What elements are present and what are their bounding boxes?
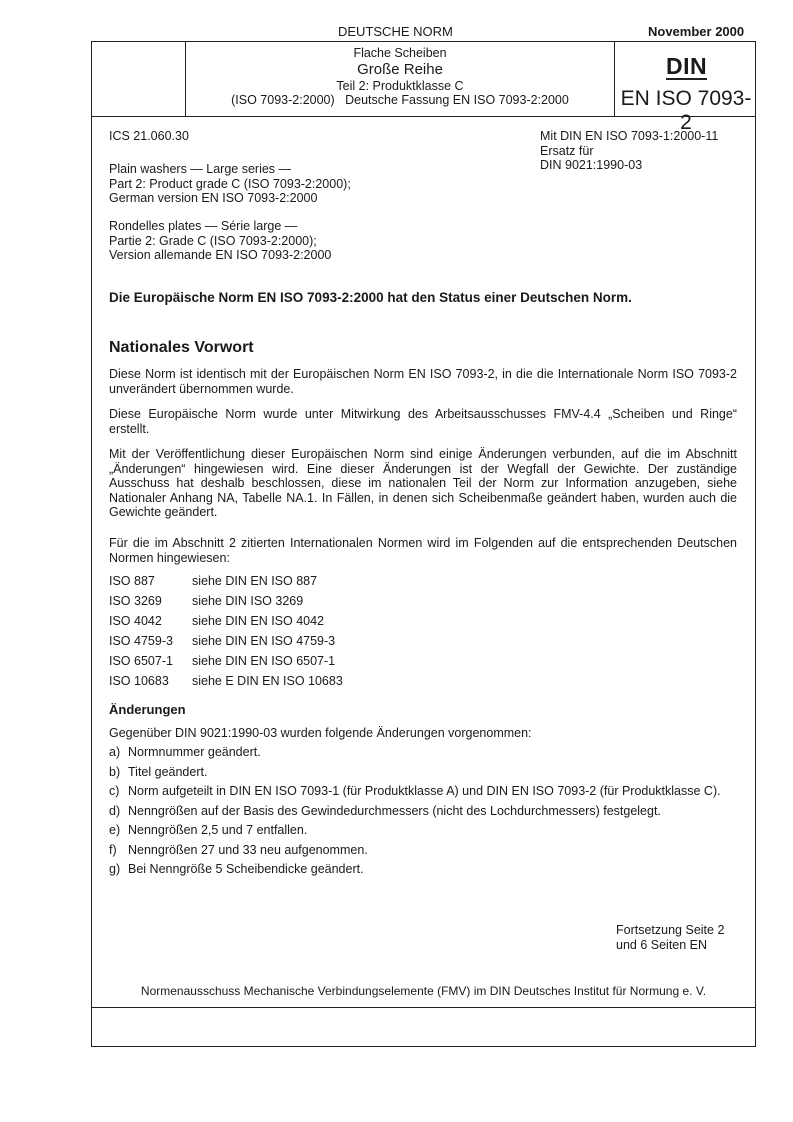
french-title bbox=[109, 219, 331, 263]
header-divider-right bbox=[614, 41, 615, 116]
din-ref: siehe DIN EN ISO 6507-1 bbox=[192, 654, 336, 668]
list-item bbox=[109, 745, 739, 760]
din-ref: siehe E DIN EN ISO 10683 bbox=[192, 674, 343, 688]
header-line-1: Flache Scheiben bbox=[353, 46, 447, 60]
english-title-line-3: German version EN ISO 7093-2:2000 bbox=[109, 191, 318, 205]
din-logo: DIN bbox=[666, 53, 708, 79]
related-line-3: DIN 9021:1990-03 bbox=[540, 158, 643, 172]
continuation-note bbox=[616, 923, 724, 952]
list-item-label: b) bbox=[109, 764, 121, 779]
list-item-label: c) bbox=[109, 784, 120, 798]
footer-rule bbox=[91, 1007, 756, 1008]
reference-row bbox=[109, 671, 343, 691]
related-standards bbox=[540, 129, 718, 173]
ics-code: ICS 21.060.30 bbox=[109, 129, 189, 143]
din-ref: siehe DIN EN ISO 4042 bbox=[192, 614, 325, 628]
aenderungen-list bbox=[109, 745, 739, 882]
list-item-text: Norm aufgeteilt in DIN EN ISO 7093-1 (für Produktklasse A) und DIN EN ISO 7093-2 (für Produktklasse C). bbox=[128, 784, 721, 798]
french-title-line-3: Version allemande EN ISO 7093-2:2000 bbox=[109, 248, 332, 262]
list-item-label: f) bbox=[109, 842, 117, 857]
english-title-line-2: Part 2: Product grade C (ISO 7093-2:2000); bbox=[109, 176, 351, 191]
list-item-text: Nenngrößen 2,5 und 7 entfallen. bbox=[128, 823, 308, 837]
iso-ref: ISO 6507-1 bbox=[109, 654, 173, 668]
list-item-label: g) bbox=[109, 862, 121, 876]
iso-ref: ISO 887 bbox=[109, 574, 155, 588]
header-line-3: Teil 2: Produktklasse C bbox=[336, 78, 464, 93]
issue-date: November 2000 bbox=[648, 24, 745, 39]
english-title-line-1: Plain washers — Large series — bbox=[109, 162, 292, 176]
iso-ref: ISO 3269 bbox=[109, 594, 162, 608]
vorwort-paragraph-2: Diese Europäische Norm wurde unter Mitwirkung des Arbeitsausschusses FMV-4.4 „Scheiben und Ringe“ erstellt. bbox=[109, 407, 737, 436]
related-line-2: Ersatz für bbox=[540, 143, 594, 158]
list-item-label: e) bbox=[109, 823, 121, 837]
reference-row bbox=[109, 611, 343, 631]
iso-ref: ISO 10683 bbox=[109, 674, 169, 688]
vorwort-paragraph-1: Diese Norm ist identisch mit der Europäischen Norm EN ISO 7093-2, in die die Internationale Norm ISO 7093-2 unverändert übernommen wurde. bbox=[109, 367, 737, 396]
din-ref: siehe DIN EN ISO 4759-3 bbox=[192, 634, 336, 648]
iso-ref: ISO 4042 bbox=[109, 614, 162, 628]
list-item bbox=[109, 843, 739, 858]
list-item bbox=[109, 765, 739, 780]
list-item-text: Nenngrößen auf der Basis des Gewindedurchmessers (nicht des Lochdurchmessers) festgelegt. bbox=[128, 803, 661, 818]
vorwort-paragraph-4: Für die im Abschnitt 2 zitierten Internationalen Normen wird im Folgenden auf die entsprechenden Deutschen Normen hingewiesen: bbox=[109, 536, 737, 565]
header-line-4: (ISO 7093-2:2000) Deutsche Fassung EN ISO 7093-2:2000 bbox=[231, 93, 569, 107]
list-item-label: d) bbox=[109, 803, 121, 818]
french-title-line-2: Partie 2: Grade C (ISO 7093-2:2000); bbox=[109, 233, 317, 248]
aenderungen-intro: Gegenüber DIN 9021:1990-03 wurden folgende Änderungen vorgenommen: bbox=[109, 726, 532, 740]
list-item bbox=[109, 823, 739, 838]
list-item bbox=[109, 862, 739, 877]
status-statement: Die Europäische Norm EN ISO 7093-2:2000 hat den Status einer Deutschen Norm. bbox=[109, 290, 632, 305]
reference-row bbox=[109, 571, 343, 591]
din-ref: siehe DIN EN ISO 887 bbox=[192, 574, 318, 588]
reference-list bbox=[109, 571, 343, 691]
header-line-2: Große Reihe bbox=[357, 60, 443, 78]
list-item-text: Titel geändert. bbox=[128, 764, 208, 779]
section-heading-vorwort: Nationales Vorwort bbox=[109, 339, 254, 356]
list-item-label: a) bbox=[109, 745, 121, 759]
vorwort-paragraph-3: Mit der Veröffentlichung dieser Europäischen Norm sind einige Änderungen verbunden, auf die im Abschnitt „Änderungen“ hingewiesen wird. Eine dieser Änderungen ist der Wegfall der Gewichte. Der zuständige Ausschuss hat deshalb beschlossen, diese im nationalen Teil der Norm zur Information anzugeben, siehe Nationaler Anhang NA, Tabelle NA.1. In Fällen, in denen sich Scheibenmaße geändert haben, wurden auch die Gewichte geändert. bbox=[109, 447, 737, 519]
norm-number: EN ISO 7093-2 bbox=[620, 87, 752, 134]
committee-footer: Normenausschuss Mechanische Verbindungselemente (FMV) im DIN Deutsches Institut für Normung e. V. bbox=[140, 984, 707, 998]
continuation-line-1: Fortsetzung Seite 2 bbox=[616, 923, 725, 937]
din-ref: siehe DIN ISO 3269 bbox=[192, 594, 304, 608]
related-line-1: Mit DIN EN ISO 7093-1:2000-11 bbox=[540, 129, 719, 143]
norm-type: DEUTSCHE NORM bbox=[338, 24, 453, 39]
list-item-text: Bei Nenngröße 5 Scheibendicke geändert. bbox=[128, 862, 364, 876]
english-title bbox=[109, 162, 351, 206]
section-heading-aenderungen: Änderungen bbox=[109, 702, 186, 717]
continuation-line-2: und 6 Seiten EN bbox=[616, 937, 708, 952]
list-item-text: Nenngrößen 27 und 33 neu aufgenommen. bbox=[128, 842, 368, 857]
reference-row bbox=[109, 591, 343, 611]
iso-ref: ISO 4759-3 bbox=[109, 634, 173, 648]
header-title-block bbox=[186, 46, 614, 108]
reference-row bbox=[109, 631, 343, 651]
list-item bbox=[109, 804, 739, 819]
french-title-line-1: Rondelles plates — Série large — bbox=[109, 219, 298, 233]
list-item bbox=[109, 784, 739, 799]
reference-row bbox=[109, 651, 343, 671]
list-item-text: Normnummer geändert. bbox=[128, 745, 261, 759]
